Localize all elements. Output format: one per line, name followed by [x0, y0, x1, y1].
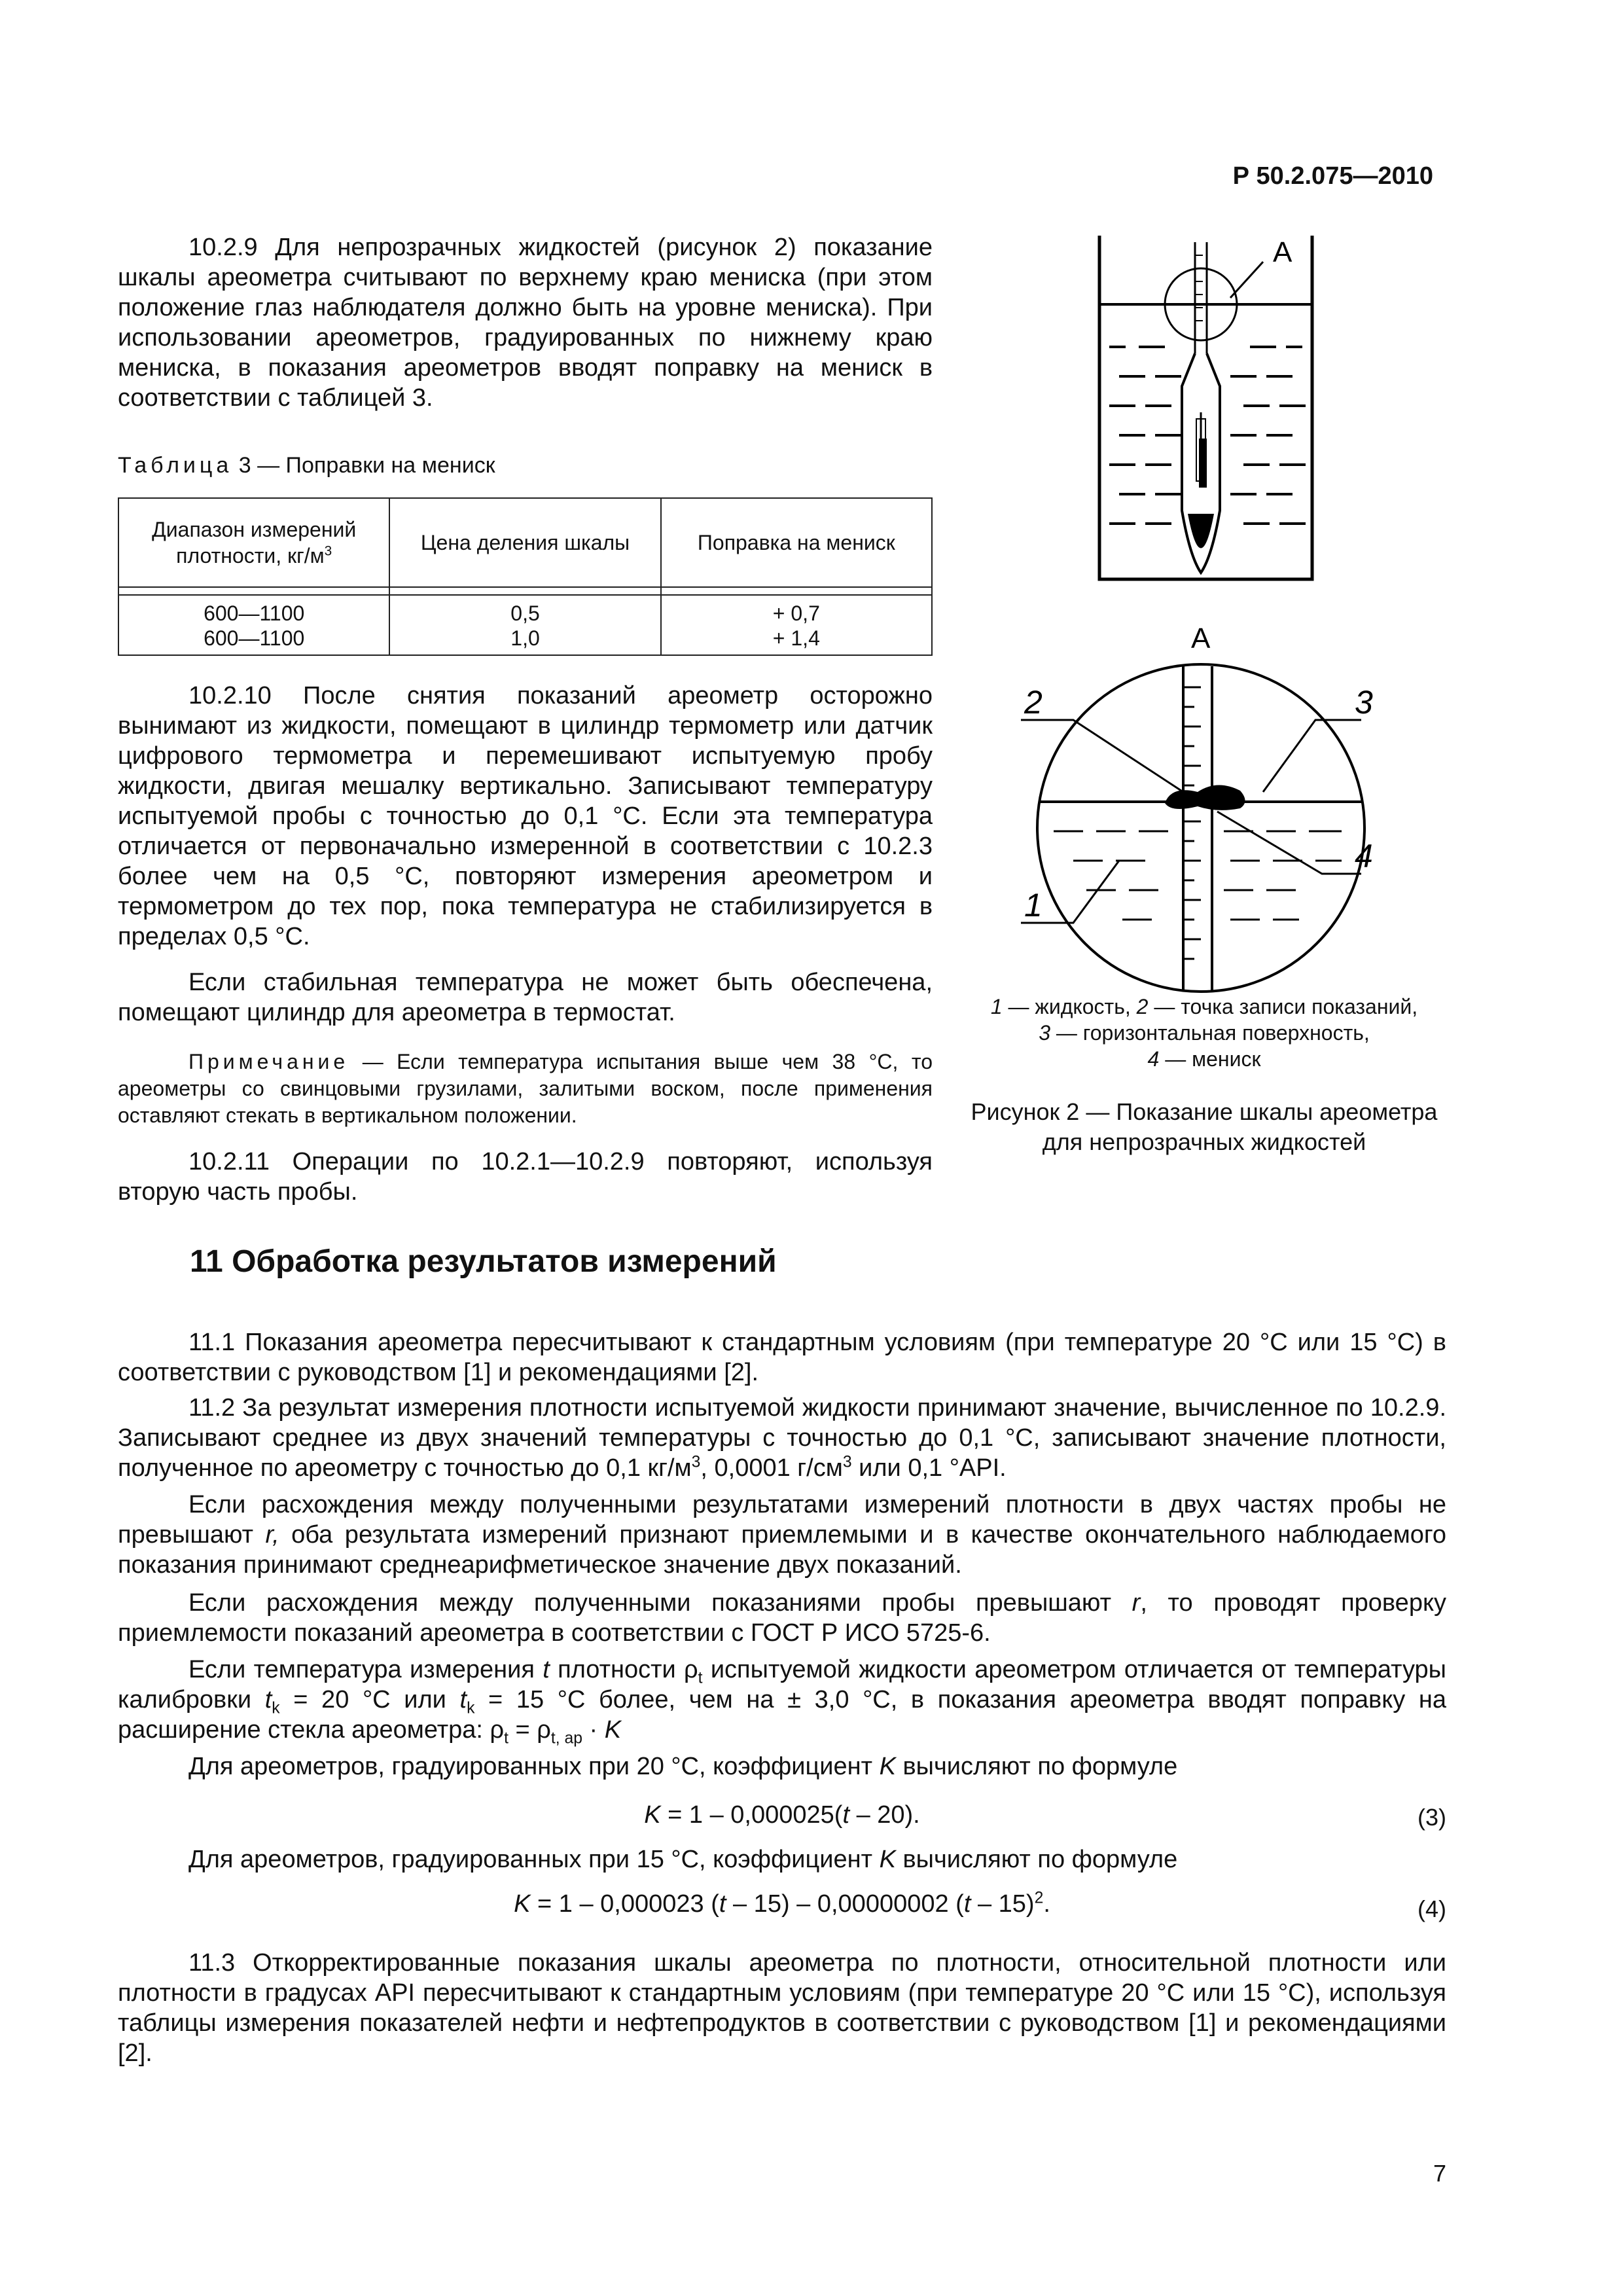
label-a-top: А [1273, 236, 1293, 268]
figure-caption: Рисунок 2 — Показание шкалы ареометра для непрозрачных жидкостей [971, 1098, 1438, 1155]
paragraph-10-2-10: 10.2.10 После снятия показаний ареометр осторожно вынимают из жидкости, помещают в цилиндр термометр или датчик цифрового термометра и перемешивают испытуемую пробу жидкости, двигая мешалку вертикально. Записывают температуру испытуемой пробы с точностью до 0,1 °С. Если эта температура отличается от первоначально измеренной в соответствии с 10.2.3 более чем на 0,5 °С, повторяют измерения ареометром и термометром до тех пор, пока температура не стабилизируется в пределах 0,5 °С. [118, 682, 933, 950]
header-range: Диапазон измерений плотности, $кг/м^3$ [118, 498, 389, 587]
label-a-detail: А [1191, 622, 1211, 655]
legend-line-2: 3 — горизонтальная поверхность, [1039, 1021, 1370, 1045]
hydrometer-weight [1188, 514, 1214, 548]
table-caption-text: 3 — Поправки на мениск [232, 453, 495, 478]
paragraph-11-3: 11.3 Откорректированные показания шкалы ареометра по плотности, относительной плотности или плотности в градусах API пересчитывают к стандартным условиям (при температуре 20 °С или 15 °С), используя таблицы измерения показателей нефти и нефтепродуктов в соответствии с руководством [1] и рекомендациями [2]. [118, 1949, 1446, 2067]
page-number: 7 [1433, 2160, 1446, 2187]
leader-a [1230, 262, 1263, 298]
formula-4-number: (4) [1418, 1895, 1446, 1922]
meniscus-correction-table [118, 497, 933, 656]
hydrometer-thermometer-bar [1199, 439, 1207, 488]
table-body-row [118, 595, 932, 655]
cell-range: 600—1100 600—1100 [118, 595, 389, 655]
table-separator [118, 587, 932, 595]
header-correction: Поправка на мениск [661, 498, 932, 587]
legend-line-1: 1 — жидкость, 2 — точка записи показаний, [990, 995, 1418, 1018]
paragraph-10-2-9: 10.2.9 Для непрозрачных жидкостей (рисунок 2) показание шкалы ареометра считывают по верхнему краю мениска (при этом положение глаз наблюдателя должно быть на уровне мениска). При использовании ареометров, градуированных по нижнему краю мениска, в показания ареометров вводят поправку на мениск в соответствии с таблицей 3. [118, 234, 933, 412]
document-code: Р 50.2.075—2010 [1232, 162, 1433, 190]
note-word: Примечание [188, 1050, 349, 1073]
figure-legend [942, 994, 1466, 1072]
cell-correction: + 0,7 + 1,4 [661, 595, 932, 655]
paragraph-temperature-correction: Если температура измерения t плотности $\rho_t$ испытуемой жидкости ареометром отличается от температуры калибровки $t_k = 20$ °С или $t_k = 15$ °С более, чем на ± 3,0 °С, в показания ареометра вводят поправку на расширение стекла ареометра: $\rho_t = \rho_{t, ар} \cdot K$ [118, 1656, 1447, 1748]
formula-3: K = 1 – 0,000025(t – 20). [644, 1801, 920, 1829]
table-header-row [118, 498, 932, 587]
figure-2-hydrometer [942, 216, 1466, 1086]
legend-line-3: 4 — мениск [1147, 1047, 1261, 1071]
table-caption-word: Таблица [118, 453, 233, 478]
section-title: 11 Обработка результатов измерений [190, 1244, 777, 1279]
callout-2: 2 [1024, 684, 1043, 721]
callout-4: 4 [1355, 838, 1373, 874]
paragraph-k15: Для ареометров, градуированных при 15 °С, коэффициент K вычисляют по формуле [188, 1846, 1178, 1873]
cell-division: 0,5 1,0 [389, 595, 660, 655]
paragraph-discrepancy-2: Если расхождения между полученными показаниями пробы превышают r, то проводят проверку приемлемости показаний ареометра в соответствии с ГОСТ Р ИСО 5725-6. [118, 1589, 1447, 1647]
paragraph-10-2-11: 10.2.11 Операции по 10.2.1—10.2.9 повторяют, используя вторую часть пробы. [118, 1148, 933, 1206]
formula-3-number: (3) [1418, 1804, 1446, 1831]
paragraph-discrepancy-1: Если расхождения между полученными результатами измерений плотности в двух частях пробы не превышают r, оба результата измерений признают приемлемыми и в качестве окончательного наблюдаемого показания принимают среднеарифметическое значение двух показаний. [118, 1491, 1446, 1579]
paragraph-11-2: 11.2 За результат измерения плотности испытуемой жидкости принимают значение, вычисленное по 10.2.9. Записывают среднее из двух значений температуры с точностью до 0,1 °С, записывают значение плотности, полученное по ареометру с точностью до 0,1 $кг/м^3$, 0,0001 $г/см^3$ или 0,1 °API. [118, 1394, 1446, 1482]
paragraph-11-1: 11.1 Показания ареометра пересчитывают к стандартным условиям (при температуре 20 °С или 15 °С) в соответствии с руководством [1] и рекомендациями [2]. [118, 1329, 1446, 1386]
paragraph-stable-temperature: Если стабильная температура не может быть обеспечена, помещают цилиндр для ареометра в термостат. [118, 969, 933, 1026]
detail-a-circle [1037, 664, 1364, 992]
note [118, 1049, 933, 1129]
callout-1: 1 [1024, 887, 1043, 924]
paragraph-k20: Для ареометров, градуированных при 20 °С, коэффициент K вычисляют по формуле [188, 1753, 1178, 1780]
callout-3: 3 [1355, 684, 1373, 721]
note-text: — Если температура испытания выше чем 38 °С, то ареометры со свинцовыми грузилами, залитыми воском, после применения оставляют стекать в вертикальном положении. [118, 1050, 933, 1127]
table-caption [118, 453, 495, 478]
formula-4: K = 1 – 0,000023 (t – 15) – 0,00000002 (t – 15)$^2$. [514, 1889, 1050, 1918]
header-division: Цена деления шкалы [389, 498, 660, 587]
